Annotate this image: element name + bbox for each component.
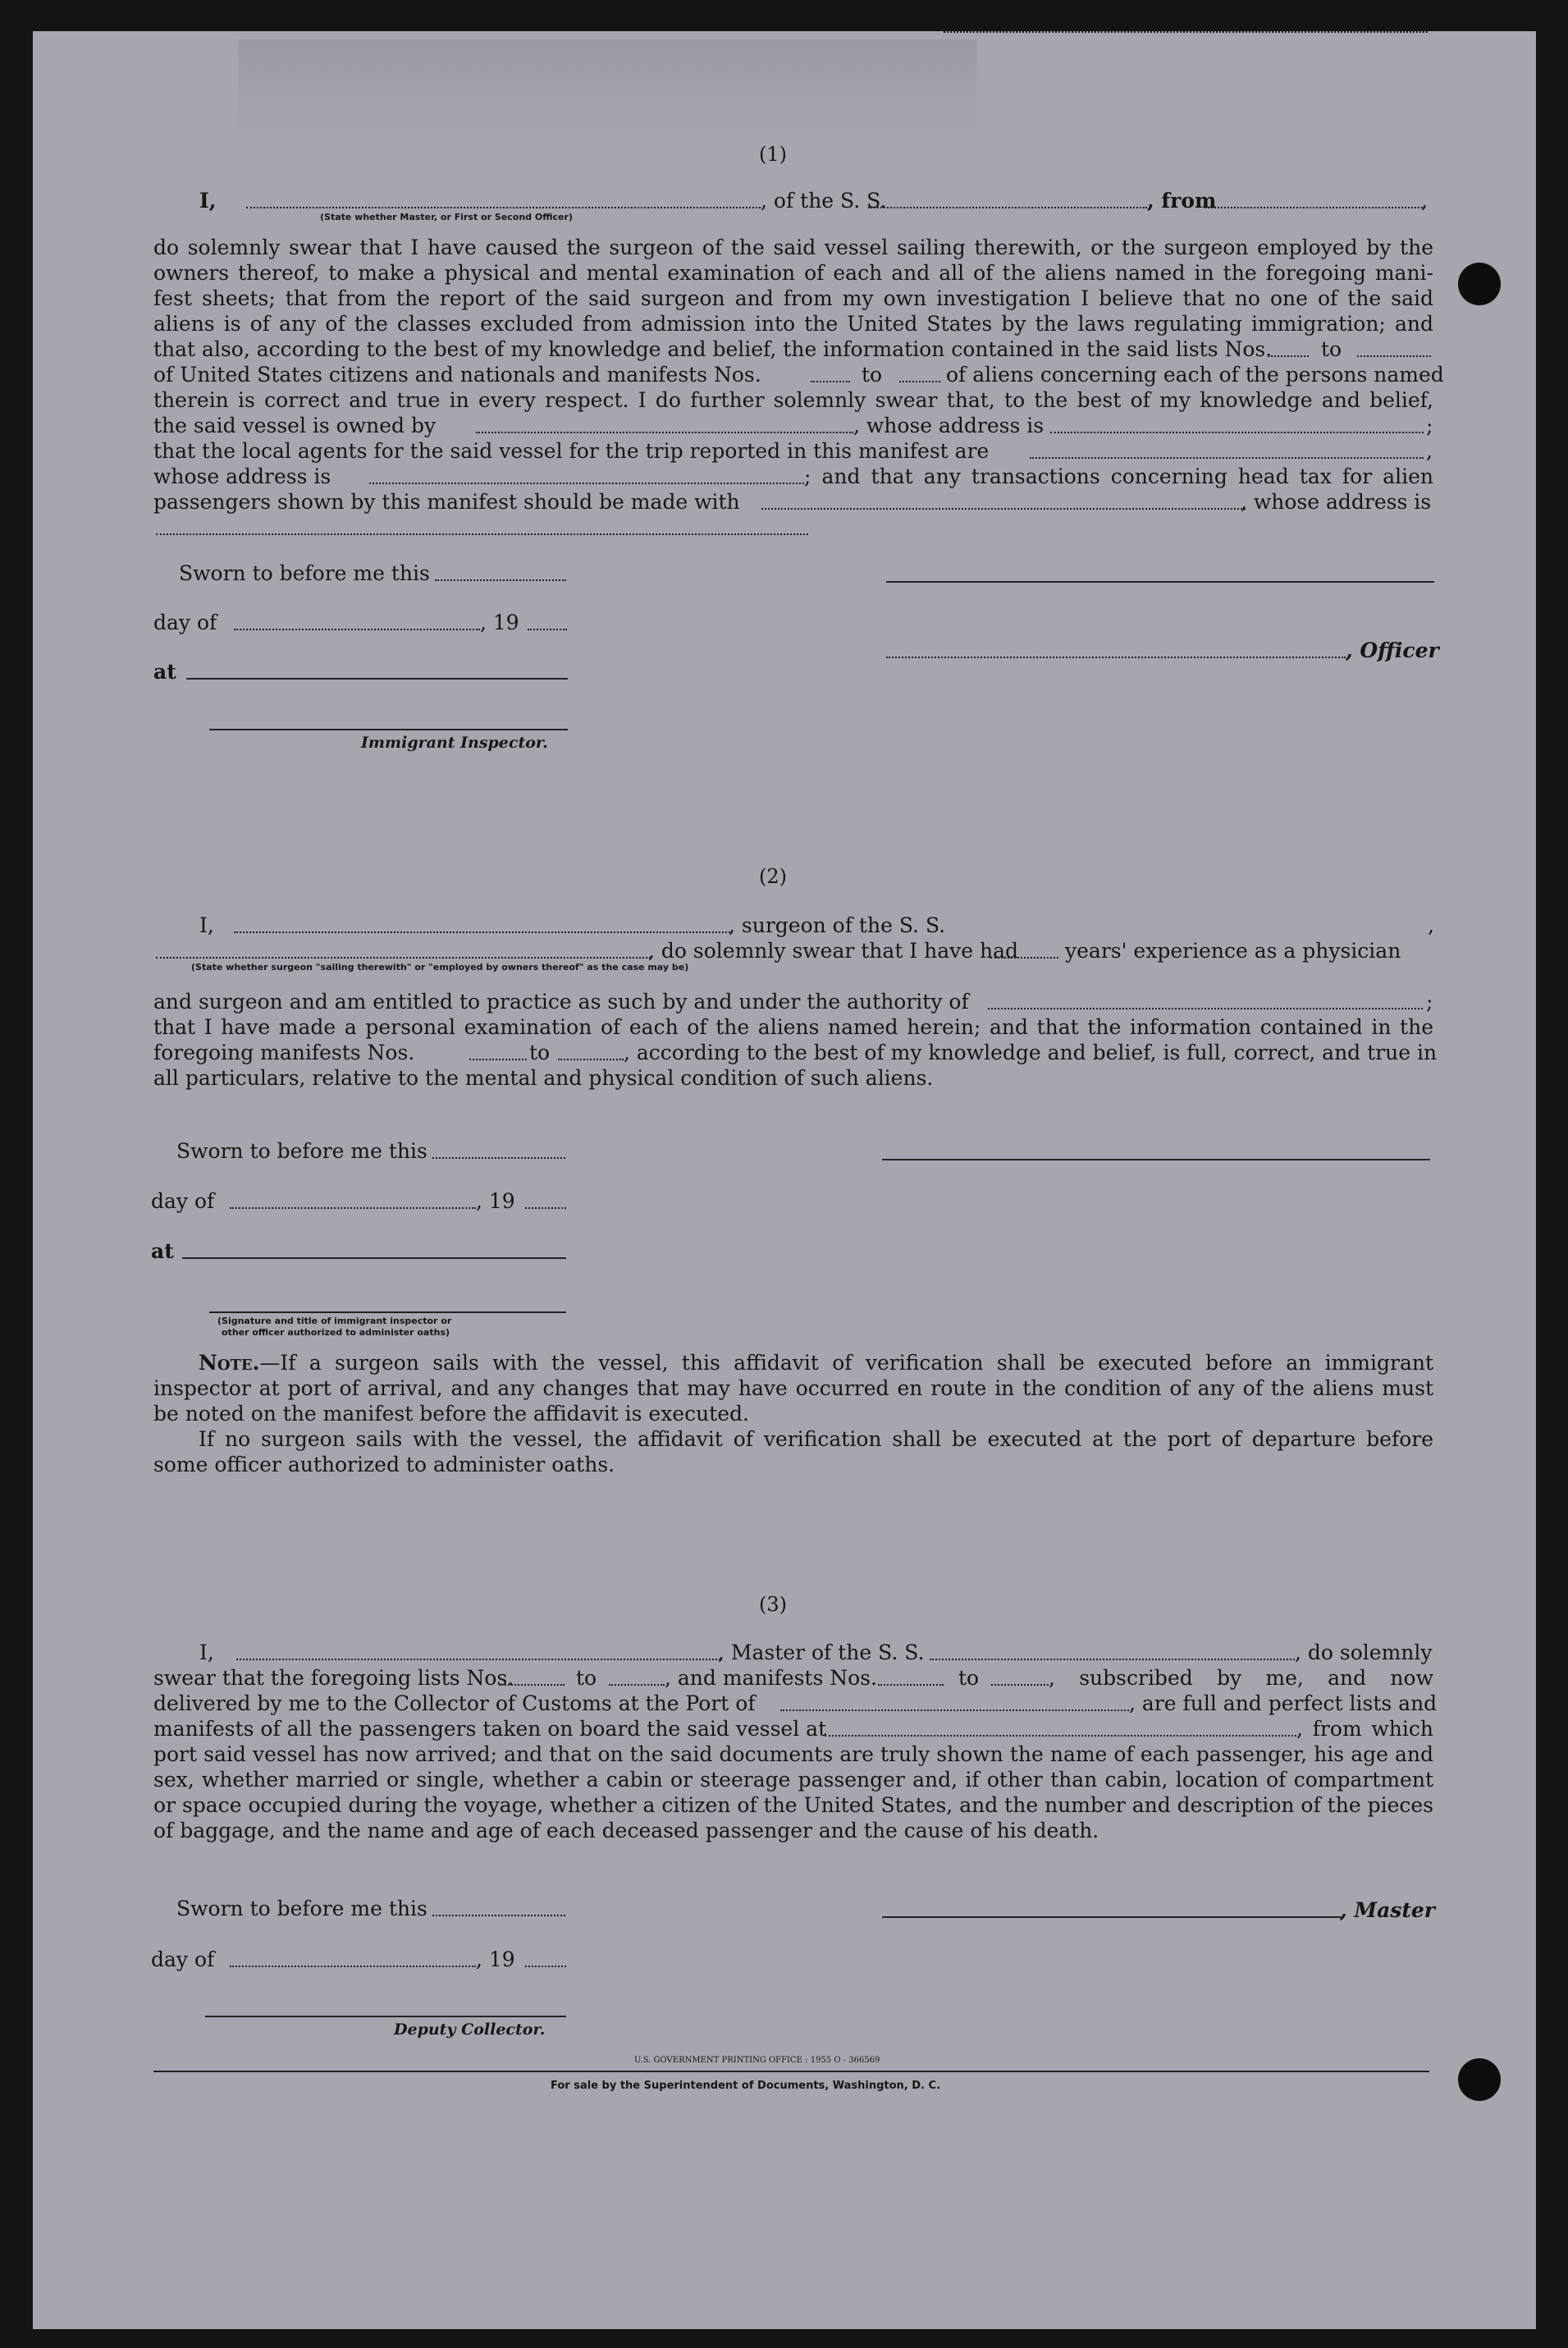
s1-manifests-to-field[interactable] xyxy=(899,381,940,382)
s2-years: years' experience as a physician xyxy=(1065,939,1401,963)
s2-particulars: all particulars, relative to the mental and physical condition of such aliens. xyxy=(153,1066,934,1090)
s3-delivered: delivered by me to the Collector of Customs at the Port of xyxy=(153,1691,756,1715)
s3-to: to xyxy=(576,1666,597,1690)
s3-full-perfect: , are full and perfect lists and xyxy=(1129,1691,1438,1715)
s2-years-field[interactable] xyxy=(990,957,1058,959)
s1-head-tax-address-field[interactable] xyxy=(156,533,808,535)
s1-vessel-field[interactable] xyxy=(868,207,1147,208)
s2-i: I, xyxy=(199,913,214,937)
s3-sworn-day-field[interactable] xyxy=(432,1915,565,1916)
s2-surgeon-type-field[interactable] xyxy=(156,957,651,959)
s2-comma: , xyxy=(1428,913,1434,937)
s3-year-field[interactable] xyxy=(525,1966,566,1967)
s2-year-field[interactable] xyxy=(525,1207,566,1209)
s3-master-name-field[interactable] xyxy=(236,1659,720,1660)
s2-sworn-day-field[interactable] xyxy=(432,1157,565,1159)
s1-year-field[interactable] xyxy=(528,629,567,630)
s2-manifests-to-field[interactable] xyxy=(558,1059,624,1060)
s1-from-field[interactable] xyxy=(1205,207,1423,208)
s2-foregoing: foregoing manifests Nos. xyxy=(153,1041,415,1064)
s2-to: to xyxy=(529,1041,551,1064)
s2-sworn: Sworn to before me this xyxy=(176,1139,427,1163)
s1-of-ss: , of the S. S. xyxy=(761,189,887,213)
s3-subscribed: , subscribed by me, and now xyxy=(1049,1666,1433,1690)
s1-year: , 19 xyxy=(480,611,519,634)
s1-owner-address-field[interactable] xyxy=(1050,432,1424,433)
s1-sworn: Sworn to before me this xyxy=(179,561,430,585)
s1-agents-address-field[interactable] xyxy=(369,483,804,484)
section-3-number: (3) xyxy=(759,1593,787,1616)
s1-local-agents: that the local agents for the said vessel for the trip reported in this manifest are xyxy=(153,439,990,463)
s3-master-label: , Master xyxy=(1340,1898,1435,1922)
s1-lists-from-field[interactable] xyxy=(1268,355,1309,357)
s1-officer-signature-line[interactable] xyxy=(886,581,1434,583)
s2-vessel-field[interactable] xyxy=(944,31,1428,33)
s2-at: at xyxy=(151,1239,174,1263)
s1-officer-label: , Officer xyxy=(1346,638,1439,662)
s2-month-field[interactable] xyxy=(230,1207,476,1209)
s1-day-of: day of xyxy=(153,611,217,634)
s3-i: I, xyxy=(199,1641,214,1664)
s3-manifests-from-field[interactable] xyxy=(878,1684,944,1686)
s2-authority: and surgeon and am entitled to practice as such by and under the authority of xyxy=(153,990,969,1014)
s1-line-4: aliens is of any of the classes excluded from admission into the United States by the laws regulating immigration; and xyxy=(153,312,1433,336)
s1-manifests-from-field[interactable] xyxy=(811,381,850,382)
s3-from-which: , from which xyxy=(1296,1717,1433,1741)
s2-surgeon-of: , surgeon of the S. S. xyxy=(729,913,946,937)
s3-collector-label: Deputy Collector. xyxy=(394,2021,546,2039)
s3-lists-from-field[interactable] xyxy=(499,1684,565,1686)
s3-to2: to xyxy=(958,1666,980,1690)
s1-head-tax: ; and that any transactions concerning head tax for alien xyxy=(804,465,1433,488)
footer-sale: For sale by the Superintendent of Documents, Washington, D. C. xyxy=(551,2080,941,2092)
s1-whose-address-is: whose address is xyxy=(153,465,331,488)
s1-agents-field[interactable] xyxy=(1030,457,1424,459)
s2-surgeon-note: (State whether surgeon "sailing therewith" or "employed by owners thereof" as the case may be) xyxy=(191,962,689,973)
s3-master-signature-line[interactable] xyxy=(882,1916,1342,1918)
section-1-number: (1) xyxy=(759,143,787,166)
note-line-1 xyxy=(199,1353,1433,1373)
s1-line-3: fest sheets; that from the report of the said surgeon and from my own investigation I believe that no one of the said xyxy=(153,286,1433,310)
punch-hole-bottom xyxy=(1458,2058,1501,2101)
footer-rule xyxy=(153,2071,1429,2072)
form-sheet xyxy=(33,31,1536,2329)
s3-month-field[interactable] xyxy=(230,1966,476,1967)
s2-examination: that I have made a personal examination of each of the aliens named herein; and that the information contained in the xyxy=(153,1015,1433,1039)
s1-i: I, xyxy=(199,189,217,213)
s1-agents-comma: , xyxy=(1426,439,1433,463)
s1-passengers: passengers shown by this manifest should be made with xyxy=(153,490,740,514)
s1-semicolon: ; xyxy=(1426,414,1433,437)
bleed-through-band xyxy=(238,39,976,138)
s2-semicolon: ; xyxy=(1426,990,1433,1014)
s3-manifests-all: manifests of all the passengers taken on board the said vessel at xyxy=(153,1717,827,1741)
s3-do-solemnly: , do solemnly xyxy=(1295,1641,1433,1664)
section-2-number: (2) xyxy=(759,865,787,888)
note-line-1-text: —If a surgeon sails with the vessel, this affidavit of verification shall be executed before an immigrant xyxy=(259,1351,1433,1375)
gpo-imprint: U.S. GOVERNMENT PRINTING OFFICE : 1955 O - 366569 xyxy=(634,2056,880,2065)
s1-aliens-concerning: of aliens concerning each of the persons named xyxy=(946,363,1444,387)
s1-head-tax-party-field[interactable] xyxy=(761,508,1246,510)
s1-line-2: owners thereof, to make a physical and mental examination of each and all of the aliens named in the foregoing mani- xyxy=(153,261,1433,285)
s1-at-field[interactable] xyxy=(186,678,568,680)
s2-year: , 19 xyxy=(476,1189,515,1213)
s1-line-1: do solemnly swear that I have caused the surgeon of the said vessel sailing therewith, or the surgeon employed by the xyxy=(153,236,1433,259)
s3-collector-signature-line[interactable] xyxy=(205,2016,566,2017)
s1-officer-name-field[interactable] xyxy=(246,207,761,208)
s1-therein: therein is correct and true in every respect. I do further solemnly swear that, to the best of my knowledge and belief, xyxy=(153,388,1433,412)
s3-lists-to-field[interactable] xyxy=(609,1684,665,1686)
punch-hole-top xyxy=(1458,263,1501,305)
s1-whose-address-end: , whose address is xyxy=(1241,490,1432,514)
s3-last-line: of baggage, and the name and age of each deceased passenger and the cause of his death. xyxy=(153,1819,1099,1842)
s2-inspector-signature-line[interactable] xyxy=(209,1311,566,1313)
s1-citizens: of United States citizens and nationals and manifests Nos. xyxy=(153,363,761,387)
s1-sworn-day-field[interactable] xyxy=(435,579,566,581)
s2-sig-note-2: other officer authorized to administer oaths) xyxy=(222,1327,450,1338)
note-line-2: inspector at port of arrival, and any changes that may have occurred en route in the condition of any of the aliens must xyxy=(153,1376,1433,1400)
s1-inspector-signature-line[interactable] xyxy=(209,729,568,730)
s1-lists-to-field[interactable] xyxy=(1357,355,1431,357)
s3-line-2: sex, whether married or single, whether a cabin or steerage passenger and, if other than cabin, location of compartment xyxy=(153,1768,1433,1792)
s2-at-field[interactable] xyxy=(182,1257,566,1259)
s1-at: at xyxy=(153,660,176,684)
s1-officer-title-line[interactable] xyxy=(886,657,1346,658)
s3-sworn: Sworn to before me this xyxy=(176,1897,427,1920)
s2-surgeon-signature-line[interactable] xyxy=(882,1159,1430,1160)
note-line-5: some officer authorized to administer oaths. xyxy=(153,1453,615,1476)
s3-manifests-to-field[interactable] xyxy=(991,1684,1049,1686)
note-line-3: be noted on the manifest before the affidavit is executed. xyxy=(153,1402,749,1426)
s3-port-field[interactable] xyxy=(780,1710,1129,1711)
s3-line-3: or space occupied during the voyage, whether a citizen of the United States, and the number and description of the pieces xyxy=(153,1793,1433,1817)
s1-to: to xyxy=(1321,337,1342,361)
s3-day-of: day of xyxy=(151,1948,215,1971)
s3-swear-lists: swear that the foregoing lists Nos. xyxy=(153,1666,514,1690)
s1-inspector-label: Immigrant Inspector. xyxy=(361,734,548,752)
s2-day-of: day of xyxy=(151,1189,215,1213)
s1-line-5: that also, according to the best of my knowledge and belief, the information contained in the said lists Nos. xyxy=(153,337,1273,361)
s2-according: , according to the best of my knowledge and belief, is full, correct, and true in xyxy=(624,1041,1438,1064)
s3-year: , 19 xyxy=(476,1948,515,1971)
s2-swear: , do solemnly swear that I have had xyxy=(648,939,1019,963)
s2-manifests-from-field[interactable] xyxy=(469,1059,527,1060)
s3-vessel-field[interactable] xyxy=(930,1659,1295,1660)
s3-embark-port-field[interactable] xyxy=(825,1735,1296,1737)
s2-sig-note-1: (Signature and title of immigrant inspector or xyxy=(217,1316,452,1326)
s1-officer-note: (State whether Master, or First or Second Officer) xyxy=(320,212,573,222)
note-line-4: If no surgeon sails with the vessel, the affidavit of verification shall be executed at the port of departure before xyxy=(199,1427,1433,1451)
s1-owned-by: the said vessel is owned by xyxy=(153,414,437,437)
s1-to2: to xyxy=(862,363,883,387)
s1-from: , from xyxy=(1147,189,1217,213)
s1-whose-address: , whose address is xyxy=(853,414,1045,437)
s2-authority-field[interactable] xyxy=(988,1008,1423,1009)
s3-master-of: , Master of the S. S. xyxy=(718,1641,925,1664)
s3-and-manifests: , and manifests Nos. xyxy=(665,1666,877,1690)
s1-from-comma: , xyxy=(1421,189,1428,213)
s1-owner-field[interactable] xyxy=(476,432,853,433)
s2-surgeon-name-field[interactable] xyxy=(234,931,730,933)
s3-line-1: port said vessel has now arrived; and that on the said documents are truly shown the name of each passenger, his age and xyxy=(153,1742,1433,1766)
note-label: Note. xyxy=(199,1351,260,1375)
s1-month-field[interactable] xyxy=(234,629,480,630)
